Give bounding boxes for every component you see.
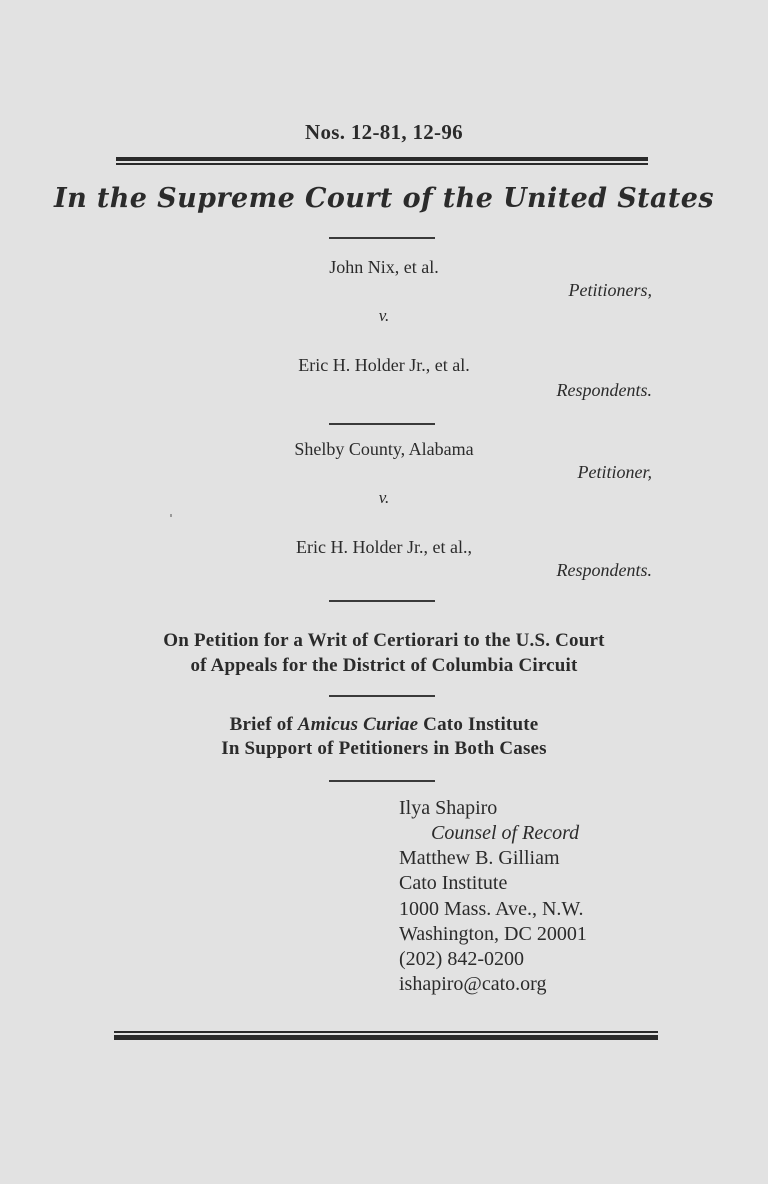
scan-speck [170,514,172,517]
brief-amicus-curiae: Amicus Curiae [297,714,419,735]
case-two-versus: v. [378,488,390,507]
counsel-title: Counsel of Record [431,822,580,844]
case-one-respondent-role: Respondents. [556,380,652,400]
top-double-rule [116,157,648,165]
case-two-petitioner-role: Petitioner, [577,462,652,482]
separator-rule-1 [329,237,435,239]
counsel-address-2: Washington, DC 20001 [399,923,587,945]
case-two-respondent-name: Eric H. Holder Jr., et al., [296,537,472,557]
counsel-email[interactable]: ishapiro@cato.org [399,973,547,995]
docket-numbers: Nos. 12-81, 12-96 [305,120,463,144]
separator-rule-5 [329,780,435,782]
counsel-name: Ilya Shapiro [399,797,498,819]
counsel-phone: (202) 842-0200 [399,948,524,970]
case-one-petitioner-role: Petitioners, [568,280,652,300]
case-one-respondent-name: Eric H. Holder Jr., et al. [298,355,470,375]
petition-line-2: of Appeals for the District of Columbia Circuit [190,655,578,676]
co-counsel-name: Matthew B. Gilliam [399,847,560,869]
brief-line-1-prefix: Brief of [229,714,298,735]
counsel-organization: Cato Institute [399,872,508,894]
case-one-petitioner-name: John Nix, et al. [329,257,439,277]
counsel-address-1: 1000 Mass. Ave., N.W. [399,898,584,920]
court-title: In the Supreme Court of the United States [54,183,714,214]
petition-line-1: On Petition for a Writ of Certiorari to the U.S. Court [163,630,605,651]
separator-rule-4 [329,695,435,697]
brief-line-1-suffix: Cato Institute [418,714,539,735]
case-one-versus: v. [378,306,390,325]
brief-line-1 [0,714,768,736]
separator-rule-3 [329,600,435,602]
bottom-double-rule [114,1031,658,1040]
case-two-petitioner-name: Shelby County, Alabama [294,439,474,459]
case-two-respondent-role: Respondents. [556,560,652,580]
separator-rule-2 [329,423,435,425]
brief-line-2: In Support of Petitioners in Both Cases [221,738,547,759]
